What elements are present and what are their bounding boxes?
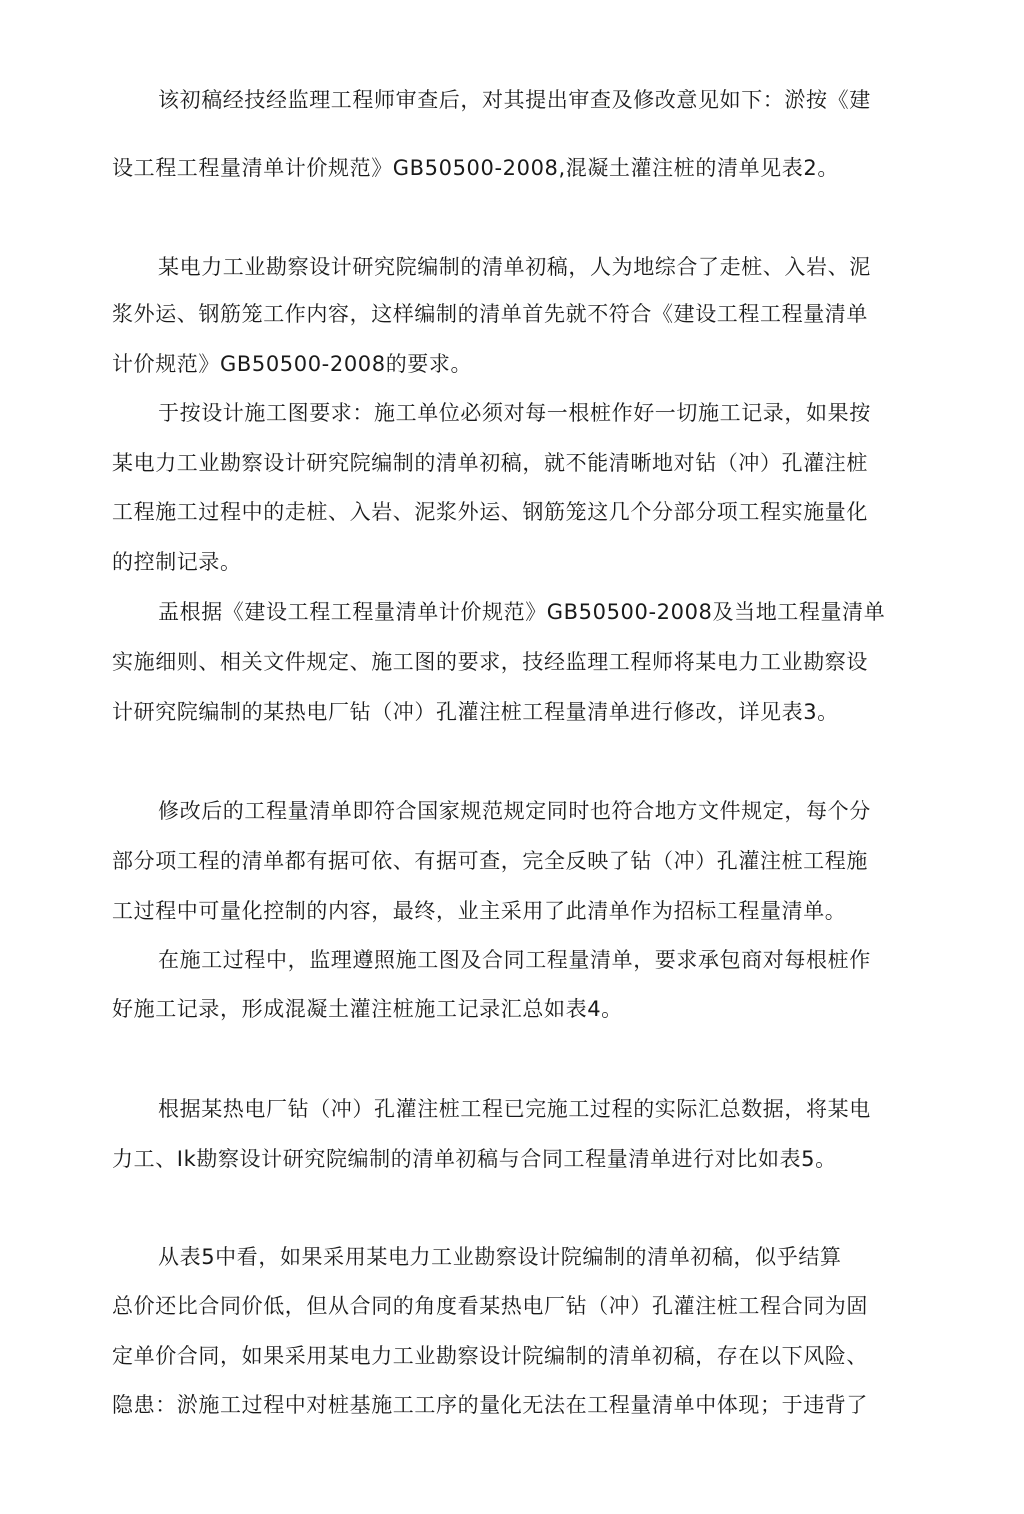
- paragraph-5-line-2: 部分项工程的清单都有据可依、有据可查，完全反映了钻（冲）孔灌注桩工程施: [112, 849, 868, 873]
- paragraph-3-line-3: 工程施工过程中的走桩、入岩、泥浆外运、钢筋笼这几个分部分项工程实施量化: [112, 500, 868, 524]
- paragraph-2-line-2: 浆外运、钢筋笼工作内容，这样编制的清单首先就不符合《建设工程工程量清单: [112, 302, 868, 326]
- paragraph-1-line-2: 设工程工程量清单计价规范》GB50500-2008,混凝土灌注桩的清单见表2。: [112, 156, 839, 180]
- paragraph-8-line-2: 总价还比合同价低，但从合同的角度看某热电厂钻（冲）孔灌注桩工程合同为固: [112, 1294, 868, 1318]
- paragraph-4-line-2: 实施细则、相关文件规定、施工图的要求，技经监理工程师将某电力工业勘察设: [112, 650, 868, 674]
- paragraph-5-line-3: 工过程中可量化控制的内容，最终，业主采用了此清单作为招标工程量清单。: [112, 899, 847, 923]
- paragraph-6-line-1: 在施工过程中，监理遵照施工图及合同工程量清单，要求承包商对每根桩作: [158, 948, 871, 972]
- paragraph-2-line-1: 某电力工业勘察设计研究院编制的清单初稿，人为地综合了走桩、入岩、泥: [158, 255, 871, 279]
- paragraph-7-line-1: 根据某热电厂钻（冲）孔灌注桩工程已完施工过程的实际汇总数据，将某电: [158, 1097, 871, 1121]
- paragraph-1-line-1: 该初稿经技经监理工程师审查后，对其提出审查及修改意见如下：淤按《建: [158, 88, 871, 112]
- paragraph-3-line-2: 某电力工业勘察设计研究院编制的清单初稿，就不能清晰地对钻（冲）孔灌注桩: [112, 451, 868, 475]
- paragraph-7-line-2: 力工、Ik勘察设计研究院编制的清单初稿与合同工程量清单进行对比如表5。: [112, 1147, 837, 1171]
- paragraph-6-line-2: 好施工记录，形成混凝土灌注桩施工记录汇总如表4。: [112, 997, 623, 1021]
- paragraph-8-line-1: 从表5中看，如果采用某电力工业勘察设计院编制的清单初稿，似乎结算: [158, 1245, 842, 1269]
- paragraph-5-line-1: 修改后的工程量清单即符合国家规范规定同时也符合地方文件规定，每个分: [158, 799, 871, 823]
- paragraph-4-line-1: 盂根据《建设工程工程量清单计价规范》GB50500-2008及当地工程量清单: [158, 600, 886, 624]
- paragraph-8-line-3: 定单价合同，如果采用某电力工业勘察设计院编制的清单初稿，存在以下风险、: [112, 1344, 868, 1368]
- paragraph-8-line-4: 隐患：淤施工过程中对桩基施工工序的量化无法在工程量清单中体现；于违背了: [112, 1393, 868, 1417]
- paragraph-3-line-4: 的控制记录。: [112, 550, 242, 574]
- paragraph-2-line-3: 计价规范》GB50500-2008的要求。: [112, 352, 473, 376]
- paragraph-4-line-3: 计研究院编制的某热电厂钻（冲）孔灌注桩工程量清单进行修改，详见表3。: [112, 700, 839, 724]
- paragraph-3-line-1: 于按设计施工图要求：施工单位必须对每一根桩作好一切施工记录，如果按: [158, 401, 871, 425]
